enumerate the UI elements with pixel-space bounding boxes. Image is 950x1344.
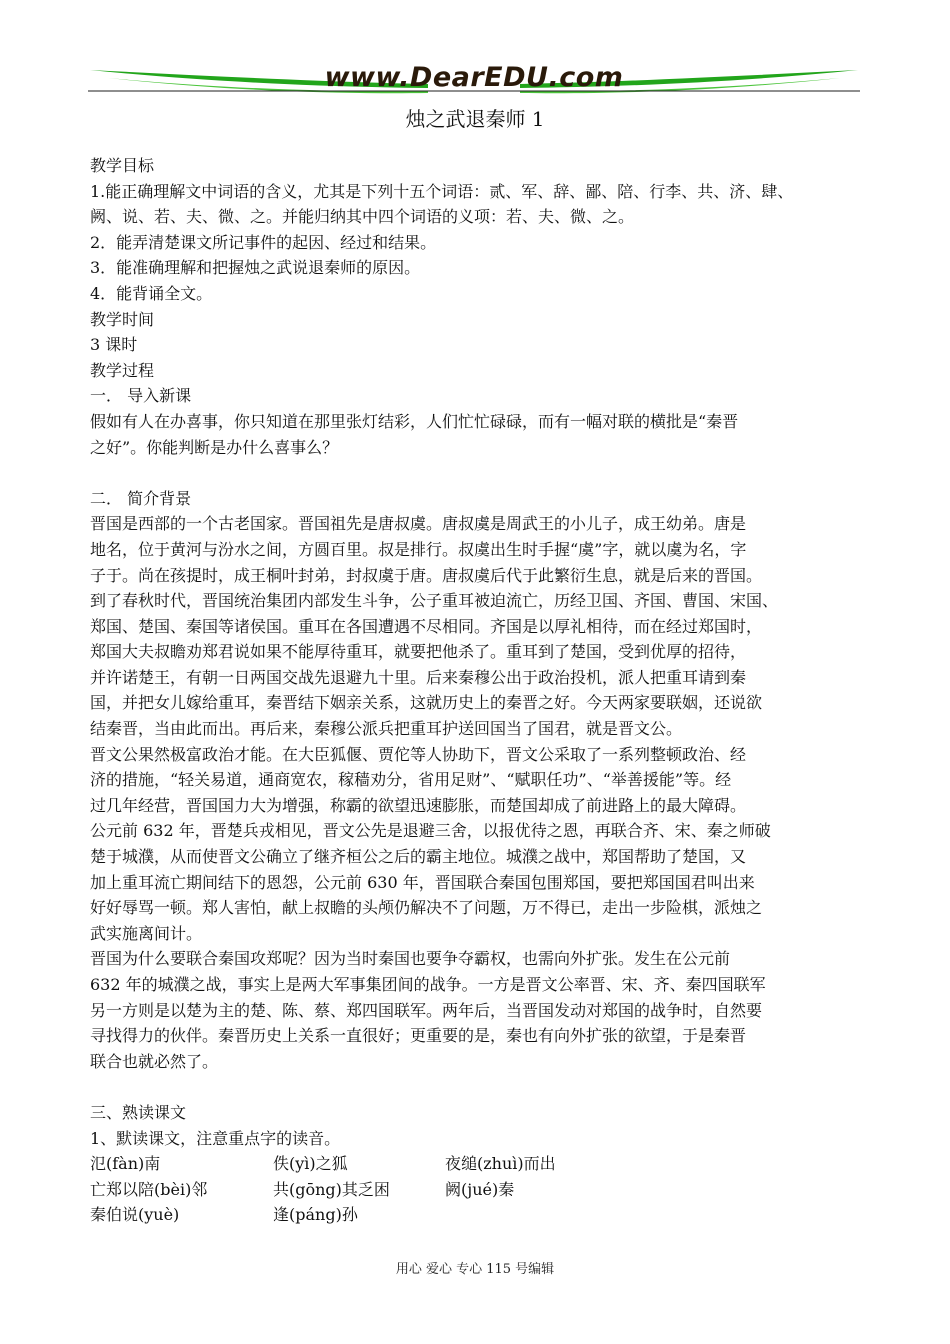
pinyin-row [90, 1177, 865, 1203]
page-footer: 用心 爱心 专心 115 号编辑 [395, 1262, 555, 1277]
body-line: 结秦晋，当由此而出。再后来，秦穆公派兵把重耳护送回国当了国君，就是晋文公。 [90, 719, 683, 739]
body-line: 武实施离间计。 [90, 923, 203, 943]
body-line: 2．能弄清楚课文所记事件的起因、经过和结果。 [90, 232, 437, 252]
pinyin-item: 秦伯说(yuè) [90, 1205, 180, 1225]
body-line: 假如有人在办喜事，你只知道在那里张灯结彩，人们忙忙碌碌，而有一幅对联的横批是“秦晋 [90, 411, 739, 431]
body-line: 并许诺楚王，有朝一日两国交战先退避九十里。后来秦穆公出于政治投机，派人把重耳请到秦 [90, 667, 747, 687]
site-header [88, 60, 860, 98]
body-line: 阙、说、若、夫、微、之。并能归纳其中四个词语的义项：若、夫、微、之。 [90, 207, 635, 227]
document-body [90, 153, 865, 1228]
body-line: 公元前 632 年，晋楚兵戎相见，晋文公先是退避三舍，以报优待之恩，再联合齐、宋、秦之师破 [90, 821, 771, 841]
body-line: 寻找得力的伙伴。秦晋历史上关系一直很好；更重要的是，秦也有向外扩张的欲望，于是秦晋 [90, 1026, 747, 1046]
page-title: 烛之武退秦师 1 [405, 107, 545, 131]
pinyin-item: 逢(páng)孙 [273, 1205, 358, 1225]
body-line: 之好”。你能判断是办什么喜事么？ [90, 437, 339, 457]
body-line: 济的措施，“轻关易道，通商宽农，稼穑劝分，省用足财”、“赋职任功”、“举善援能”等。经 [90, 770, 732, 790]
pinyin-row [90, 1202, 865, 1228]
body-line: 3 课时 [90, 335, 138, 355]
body-line: 1.能正确理解文中词语的含义，尤其是下列十五个词语：贰、军、辞、鄙、陪、行李、共、济、肆、 [90, 181, 794, 201]
body-line: 3．能准确理解和把握烛之武说退秦师的原因。 [90, 258, 421, 278]
body-line: 另一方则是以楚为主的楚、陈、蔡、郑四国联军。两年后，当晋国发动对郑国的战争时，自然要 [90, 1000, 763, 1020]
body-line: 三、熟读课文 [90, 1102, 187, 1122]
body-line: 教学过程 [90, 360, 155, 380]
body-line: 国，并把女儿嫁给重耳，秦晋结下姻亲关系，这就历史上的秦晋之好。今天两家要联姻，还说欲 [90, 693, 763, 713]
blank-line [90, 1074, 865, 1100]
pinyin-item: 阙(jué)秦 [445, 1179, 515, 1199]
body-line: 晋国为什么要联合秦国攻郑呢？因为当时秦国也要争夺霸权，也需向外扩张。发生在公元前 [90, 949, 731, 969]
blank-line [90, 460, 865, 486]
body-line: 郑国、楚国、秦国等诸侯国。重耳在各国遭遇不尽相同。齐国是以厚礼相待，而在经过郑国时， [90, 616, 763, 636]
body-line: 郑国大夫叔瞻劝郑君说如果不能厚待重耳，就要把他杀了。重耳到了楚国，受到优厚的招待， [90, 642, 747, 662]
body-line: 教学目标 [90, 156, 155, 175]
pinyin-item: 共(gōng)其乏困 [273, 1179, 390, 1199]
pinyin-row [90, 1151, 865, 1177]
body-line: 联合也就必然了。 [90, 1051, 219, 1071]
body-line: 楚于城濮，从而使晋文公确立了继齐桓公之后的霸主地位。城濮之战中，郑国帮助了楚国，又 [90, 847, 747, 867]
body-line: 632 年的城濮之战，事实上是两大军事集团间的战争。一方是晋文公率晋、宋、齐、秦四国联军 [90, 975, 766, 994]
body-line: 到了春秋时代，晋国统治集团内部发生斗争，公子重耳被迫流亡，历经卫国、齐国、曹国、宋国、 [90, 591, 779, 611]
pinyin-item: 亡郑以陪(bèi)邻 [90, 1179, 208, 1199]
site-logo: www.DearEDU.com [324, 62, 624, 93]
body-line: 4．能背诵全文。 [90, 283, 213, 303]
body-line: 1、默读课文，注意重点字的读音。 [90, 1128, 341, 1148]
body-line: 好好辱骂一顿。郑人害怕，献上叔瞻的头颅仍解决不了问题，万不得已，走出一步险棋，派烛之 [90, 898, 763, 918]
body-line: 地名，位于黄河与汾水之间，方圆百里。叔是排行。叔虞出生时手握“虞”字，就以虞为名，字 [90, 539, 747, 559]
body-line: 晋国是西部的一个古老国家。晋国祖先是唐叔虞。唐叔虞是周武王的小儿子，成王幼弟。唐是 [90, 514, 747, 534]
pinyin-item: 佚(yì)之狐 [273, 1154, 348, 1174]
body-line: 晋文公果然极富政治才能。在大臣狐偃、贾佗等人协助下，晋文公采取了一系列整顿政治、经 [90, 744, 747, 764]
body-line: 教学时间 [90, 309, 155, 329]
body-line: 一． 导入新课 [90, 386, 192, 406]
body-line: 过几年经营，晋国国力大为增强，称霸的欲望迅速膨胀，而楚国却成了前进路上的最大障碍。 [90, 795, 747, 815]
body-line: 二． 简介背景 [90, 488, 192, 508]
pinyin-item: 夜缒(zhuì)而出 [445, 1154, 556, 1174]
body-line: 子于。尚在孩提时，成王桐叶封弟，封叔虞于唐。唐叔虞后代于此繁衍生息，就是后来的晋国。 [90, 565, 763, 585]
pinyin-item: 氾(fàn)南 [90, 1154, 161, 1174]
body-line: 加上重耳流亡期间结下的恩怨，公元前 630 年，晋国联合秦国包围郑国，要把郑国国君叫出来 [90, 872, 755, 892]
